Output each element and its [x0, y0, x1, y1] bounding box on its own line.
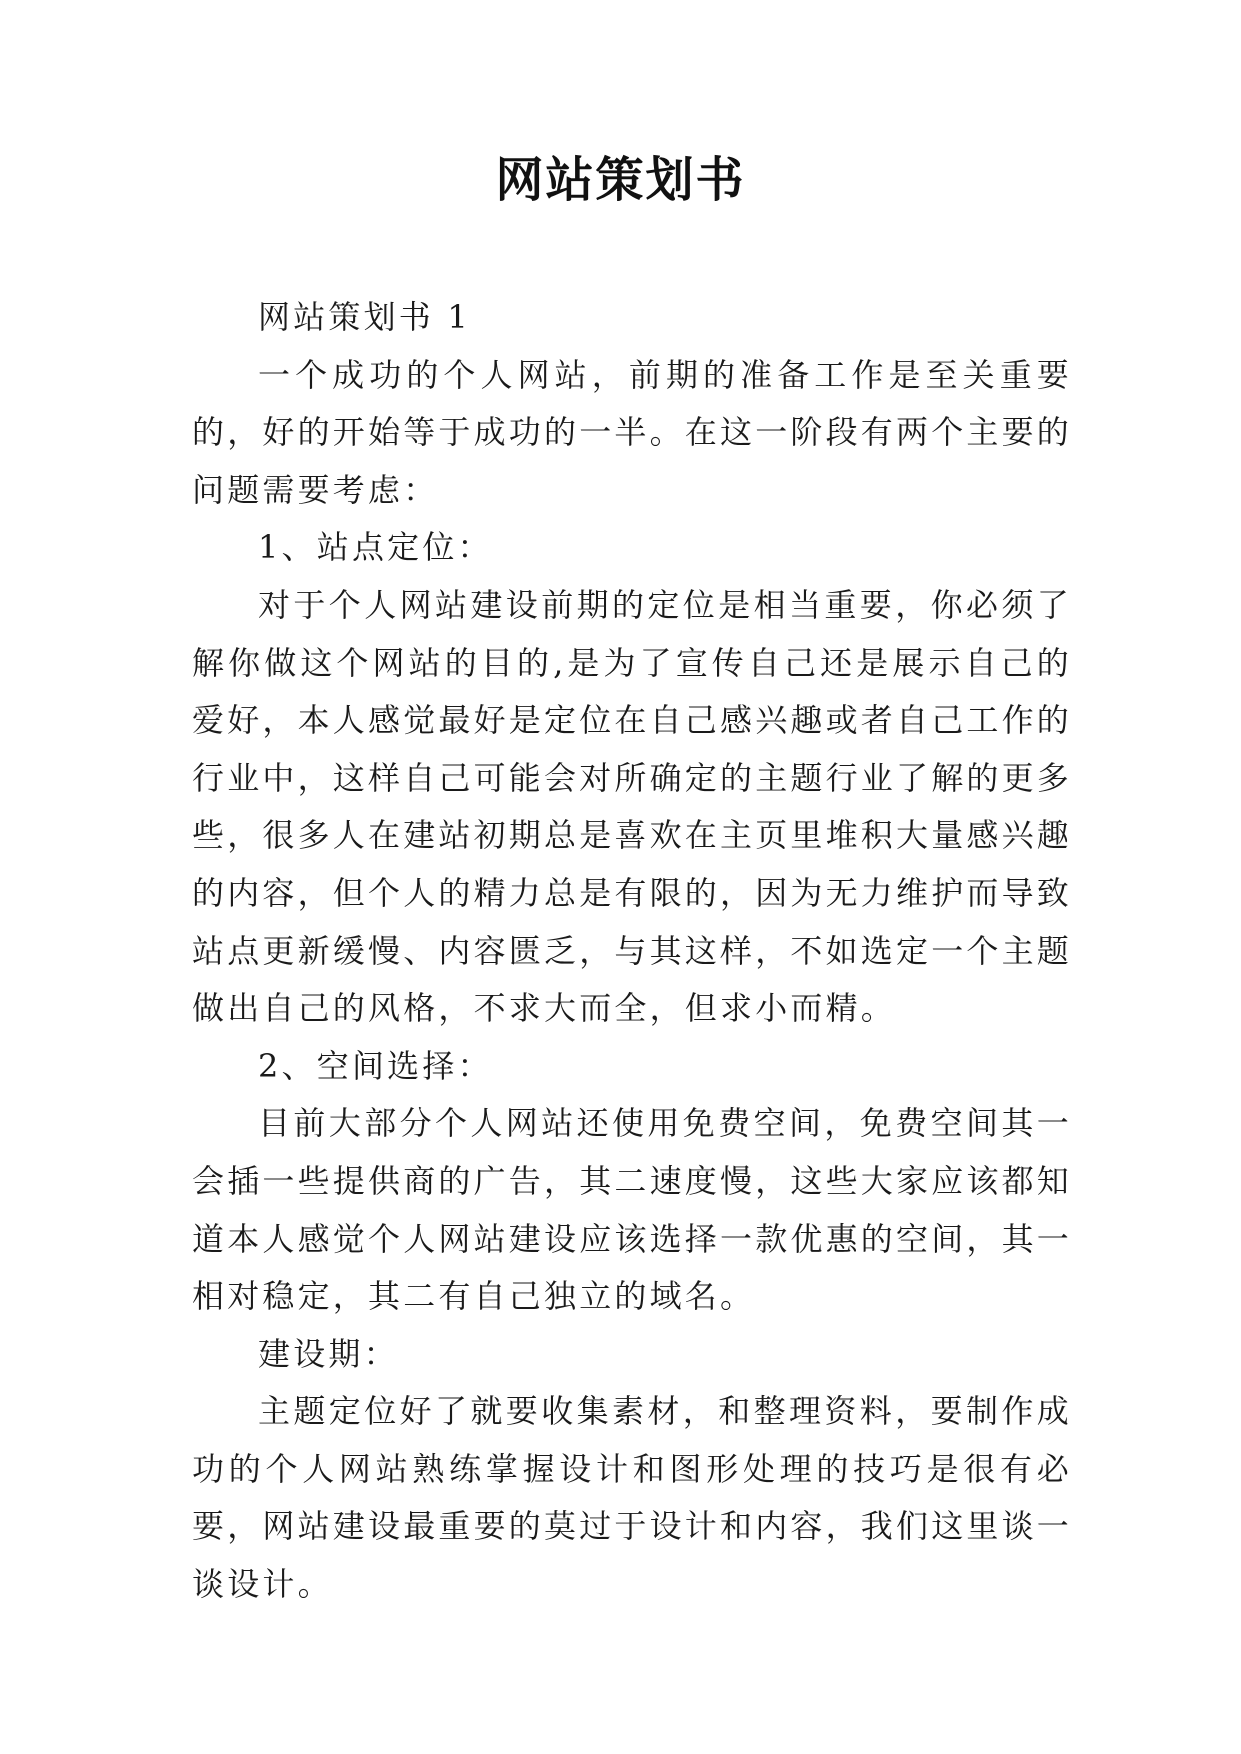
- subsection-heading: 1、站点定位：: [258, 528, 493, 567]
- section-heading: 网站策划书 1: [258, 298, 471, 336]
- subsection-heading: 2、空间选择：: [258, 1046, 493, 1085]
- paragraph: 对于个人网站建设前期的定位是相当重要，你必须了解你做这个网站的目的,是为了宣传自己还是展示自己的爱好，本人感觉最好是定位在自己感兴趣或者自己工作的行业中，这样自己可能会对所确定的主题行业了解的更多些，很多人在建站初期总是喜欢在主页里堆积大量感兴趣的内容，但个人的精力总是有限的，因为无力维护而导致站点更新缓慢、内容匮乏，与其这样，不如选定一个主题做出自己的风格，不求大而全，但求小而精。: [192, 585, 1073, 1028]
- subsection-heading: 建设期：: [258, 1334, 399, 1373]
- paragraph: 主题定位好了就要收集素材，和整理资料，要制作成功的个人网站熟练掌握设计和图形处理的技巧是很有必要，网站建设最重要的莫过于设计和内容，我们这里谈一谈设计。: [192, 1392, 1073, 1604]
- paragraph: 一个成功的个人网站，前期的准备工作是至关重要的，好的开始等于成功的一半。在这一阶段有两个主要的问题需要考虑：: [192, 355, 1073, 509]
- document-title: 网站策划书: [495, 152, 746, 208]
- paragraph: 目前大部分个人网站还使用免费空间，免费空间其一会插一些提供商的广告，其二速度慢，这些大家应该都知道本人感觉个人网站建设应该选择一款优惠的空间，其一相对稳定，其二有自己独立的域名。: [192, 1104, 1073, 1316]
- document-body: [192, 289, 1072, 1614]
